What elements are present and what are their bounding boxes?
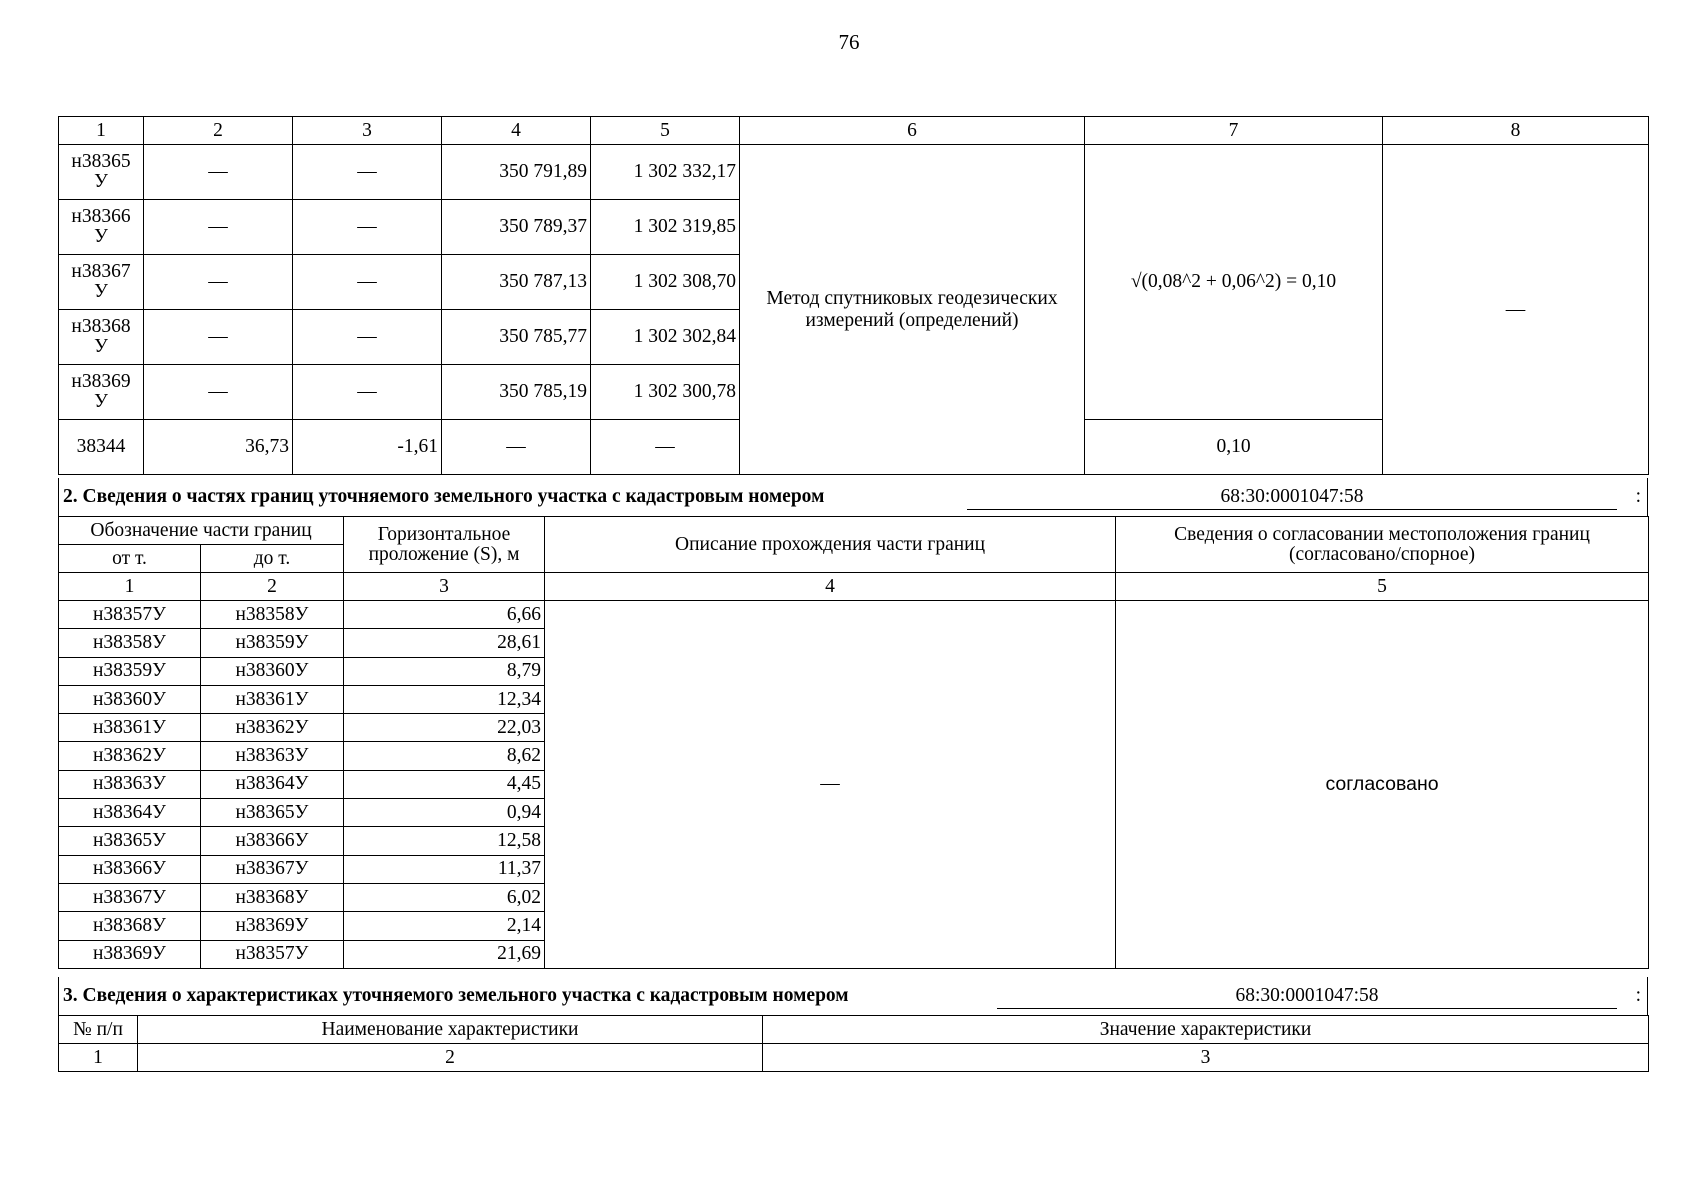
header-num: № п/п	[59, 1016, 138, 1044]
header-to: до т.	[201, 545, 344, 573]
accuracy-last: 0,10	[1085, 420, 1383, 475]
point-name: н38366 У	[59, 200, 144, 255]
column-number-row	[59, 117, 1649, 145]
col-number: 1	[59, 1044, 138, 1072]
from-point: н38364У	[59, 799, 201, 827]
from-point: н38359У	[59, 657, 201, 685]
coord-y: 1 302 302,84	[591, 310, 740, 365]
to-point: н38369У	[201, 912, 344, 940]
horizontal-distance: 2,14	[344, 912, 545, 940]
section2-title: 2. Сведения о частях границ уточняемого земельного участка с кадастровым номером	[63, 486, 825, 507]
section3-title: 3. Сведения о характеристиках уточняемого земельного участка с кадастровым номером	[63, 985, 849, 1006]
section2-cadastral-number: 68:30:0001047:58	[967, 486, 1617, 510]
to-point: н38362У	[201, 714, 344, 742]
col-number: 5	[1116, 573, 1649, 601]
to-point: н38365У	[201, 799, 344, 827]
to-point: н38359У	[201, 629, 344, 657]
coord-y: 1 302 319,85	[591, 200, 740, 255]
col-number: 2	[138, 1044, 763, 1072]
coordinates-table	[58, 116, 1649, 475]
cell-col3: —	[293, 200, 442, 255]
to-point: н38357У	[201, 940, 344, 968]
header-row	[59, 1016, 1649, 1044]
coord-y: 1 302 308,70	[591, 255, 740, 310]
horizontal-distance: 6,66	[344, 601, 545, 629]
header-designation: Обозначение части границ	[59, 517, 344, 545]
cell-col3: —	[293, 365, 442, 420]
horizontal-distance: 11,37	[344, 855, 545, 883]
from-point: н38368У	[59, 912, 201, 940]
horizontal-distance: 28,61	[344, 629, 545, 657]
from-point: н38362У	[59, 742, 201, 770]
cell-col2: —	[144, 145, 293, 200]
horizontal-distance: 12,34	[344, 685, 545, 713]
from-point: н38360У	[59, 685, 201, 713]
to-point: н38368У	[201, 883, 344, 911]
from-point: н38367У	[59, 883, 201, 911]
point-name: н38368 У	[59, 310, 144, 365]
col-header-6: 6	[740, 117, 1085, 145]
table-row	[59, 145, 1649, 200]
to-point: н38366У	[201, 827, 344, 855]
column-number-row	[59, 1044, 1649, 1072]
point-name: 38344	[59, 420, 144, 475]
to-point: н38360У	[201, 657, 344, 685]
col-header-2: 2	[144, 117, 293, 145]
header-horizontal: Горизонтальное проложение (S), м	[344, 517, 545, 573]
to-point: н38361У	[201, 685, 344, 713]
from-point: н38363У	[59, 770, 201, 798]
header-value: Значение характеристики	[763, 1016, 1649, 1044]
point-name: н38369 У	[59, 365, 144, 420]
coord-x: 350 785,77	[442, 310, 591, 365]
column-number-row	[59, 573, 1649, 601]
point-name: н38367 У	[59, 255, 144, 310]
horizontal-distance: 0,94	[344, 799, 545, 827]
col-header-1: 1	[59, 117, 144, 145]
cell-col2: —	[144, 365, 293, 420]
coord-y: 1 302 332,17	[591, 145, 740, 200]
cell-col3: —	[293, 310, 442, 365]
coord-x: 350 787,13	[442, 255, 591, 310]
point-name: н38365 У	[59, 145, 144, 200]
description-value: —	[545, 601, 1116, 969]
cell-col2: —	[144, 255, 293, 310]
method-cell: Метод спутниковых геодезических измерений (определений)	[740, 145, 1085, 475]
col-number: 3	[344, 573, 545, 601]
section2-heading	[58, 478, 1648, 516]
to-point: н38358У	[201, 601, 344, 629]
from-point: н38357У	[59, 601, 201, 629]
table-row	[59, 601, 1649, 629]
horizontal-distance: 4,45	[344, 770, 545, 798]
to-point: н38363У	[201, 742, 344, 770]
col-number: 2	[201, 573, 344, 601]
to-point: н38367У	[201, 855, 344, 883]
horizontal-distance: 8,79	[344, 657, 545, 685]
horizontal-distance: 21,69	[344, 940, 545, 968]
horizontal-distance: 12,58	[344, 827, 545, 855]
cell-col2: —	[144, 200, 293, 255]
from-point: н38366У	[59, 855, 201, 883]
section3-cadastral-number: 68:30:0001047:58	[997, 985, 1617, 1009]
col-header-8: 8	[1383, 117, 1649, 145]
header-agreement: Сведения о согласовании местоположения границ (согласовано/спорное)	[1116, 517, 1649, 573]
from-point: н38358У	[59, 629, 201, 657]
section3-colon: :	[1635, 985, 1641, 1006]
characteristics-table	[58, 1015, 1649, 1072]
col8-value: —	[1383, 145, 1649, 475]
coord-x: 350 789,37	[442, 200, 591, 255]
cell-col2: 36,73	[144, 420, 293, 475]
horizontal-distance: 8,62	[344, 742, 545, 770]
coord-x: —	[442, 420, 591, 475]
coord-x: 350 785,19	[442, 365, 591, 420]
cell-col3: —	[293, 145, 442, 200]
col-header-5: 5	[591, 117, 740, 145]
header-name: Наименование характеристики	[138, 1016, 763, 1044]
section3-heading	[58, 977, 1648, 1015]
header-description: Описание прохождения части границ	[545, 517, 1116, 573]
col-header-4: 4	[442, 117, 591, 145]
header-from: от т.	[59, 545, 201, 573]
cell-col3: -1,61	[293, 420, 442, 475]
from-point: н38365У	[59, 827, 201, 855]
agreement-value: согласовано	[1116, 601, 1649, 969]
col-header-3: 3	[293, 117, 442, 145]
from-point: н38369У	[59, 940, 201, 968]
page-number: 76	[838, 30, 860, 54]
horizontal-distance: 6,02	[344, 883, 545, 911]
to-point: н38364У	[201, 770, 344, 798]
boundary-parts-table	[58, 516, 1649, 969]
col-number: 1	[59, 573, 201, 601]
header-row	[59, 517, 1649, 545]
coord-y: 1 302 300,78	[591, 365, 740, 420]
cell-col2: —	[144, 310, 293, 365]
accuracy-formula: √(0,08^2 + 0,06^2) = 0,10	[1085, 145, 1383, 420]
col-header-7: 7	[1085, 117, 1383, 145]
coord-y: —	[591, 420, 740, 475]
col-number: 3	[763, 1044, 1649, 1072]
col-number: 4	[545, 573, 1116, 601]
from-point: н38361У	[59, 714, 201, 742]
coord-x: 350 791,89	[442, 145, 591, 200]
horizontal-distance: 22,03	[344, 714, 545, 742]
cell-col3: —	[293, 255, 442, 310]
section2-colon: :	[1635, 486, 1641, 507]
